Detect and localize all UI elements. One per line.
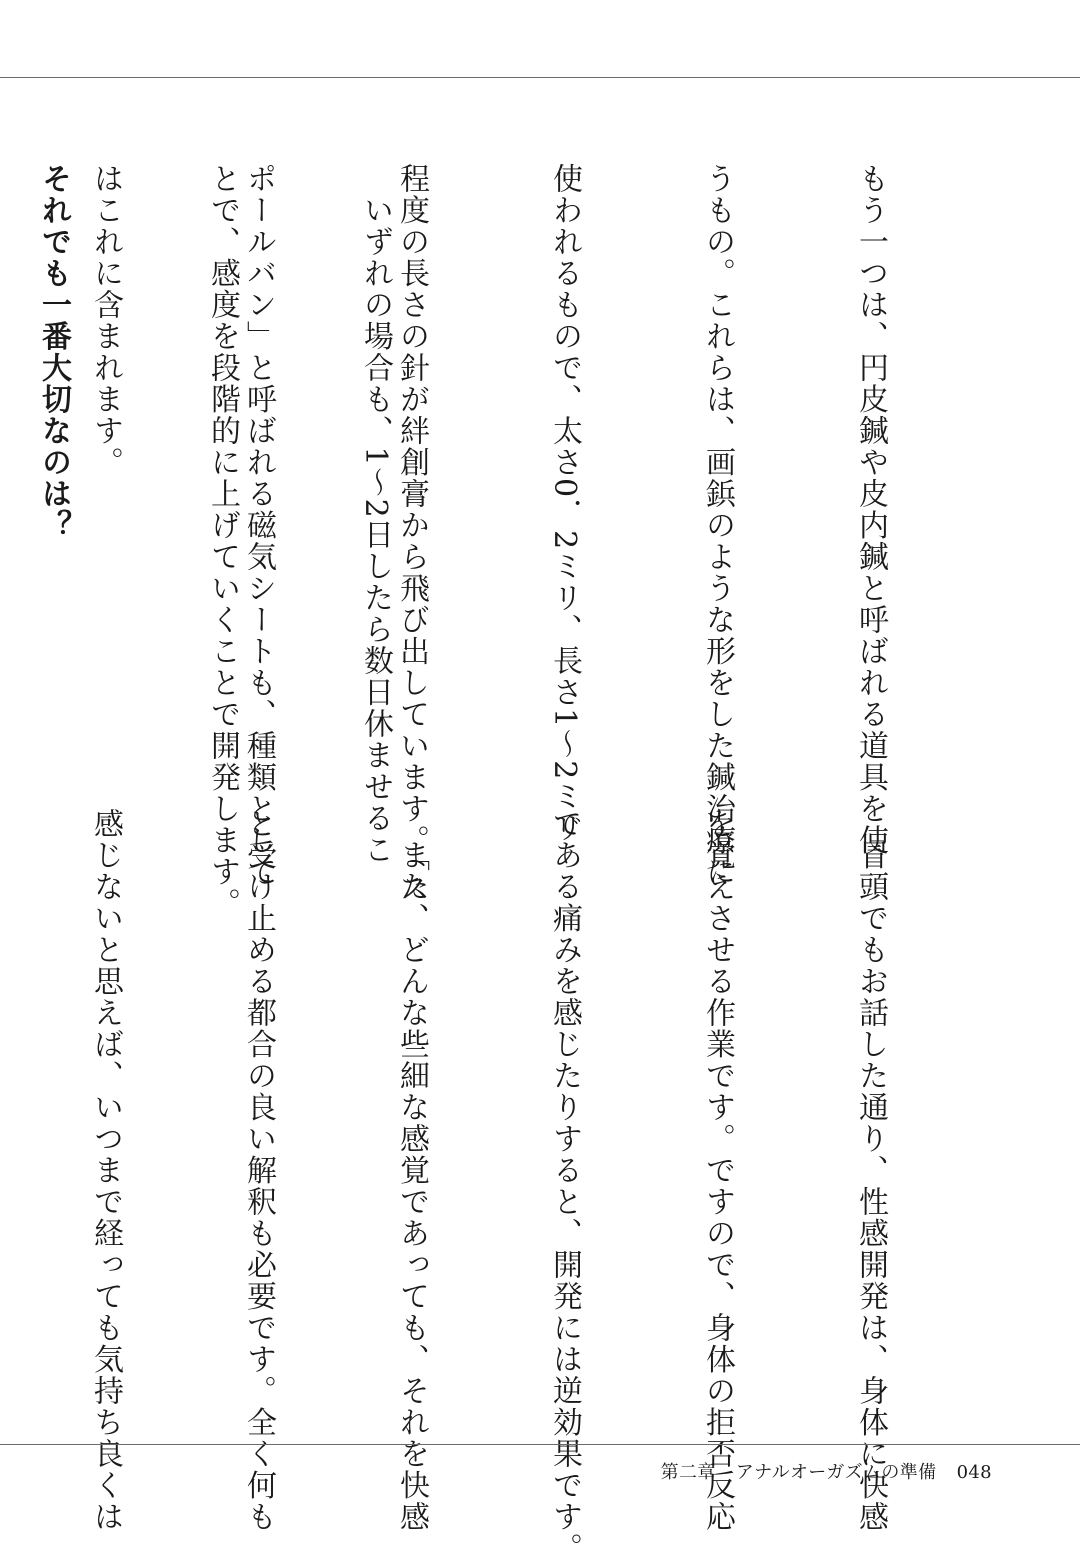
text-line: を覚えさせる作業です。ですので、身体の拒否反応 (700, 808, 735, 1533)
footer-chapter: 第二章 (660, 1462, 716, 1483)
text-line: 使われるもので、太さ0．2ミリ、長さ1〜2ミリ (547, 163, 582, 844)
text-line: また、どんな些細な感覚であっても、それを快感 (394, 808, 429, 1533)
text-line: 冒頭でもお話した通り、性感開発は、身体に快感 (853, 808, 888, 1533)
page-footer (647, 1458, 992, 1484)
top-rule (0, 77, 1080, 78)
upper-left-text-block (0, 163, 503, 919)
text-line: もう一つは、円皮鍼や皮内鍼と呼ばれる道具を使 (853, 163, 888, 856)
page-number: 048 (956, 1462, 992, 1483)
text-line: いずれの場合も、1〜2日したら数日休ませるこ (358, 163, 393, 866)
text-line: 感じないと思えば、いつまで経っても気持ち良くは (88, 808, 123, 1533)
text-line: うもの。これらは、画鋲のような形をした鍼治療に (700, 163, 735, 888)
footer-title: アナルオーガズムの準備 (735, 1462, 937, 1483)
text-line: とで、感度を段階的に上げていくことで開発します。 (205, 163, 240, 919)
text-line: ポールバン」と呼ばれる磁気シートも、種類として (241, 163, 276, 888)
text-line: 程度の長さの針が絆創膏から飛び出しています。「ス (394, 163, 429, 904)
section-heading: それでも一番大切なのは？ (36, 163, 71, 541)
bottom-rule (0, 1444, 1080, 1445)
text-line: である痛みを感じたりすると、開発には逆効果です。 (547, 808, 582, 1564)
text-line: はこれに含まれます。 (88, 163, 123, 478)
text-line: と受け止める都合の良い解釈も必要です。全く何も (241, 808, 276, 1533)
